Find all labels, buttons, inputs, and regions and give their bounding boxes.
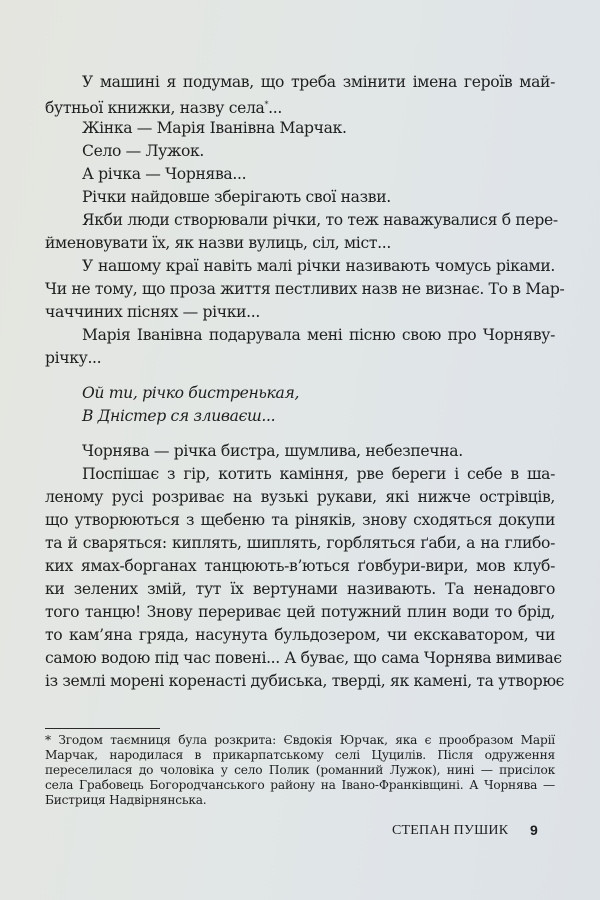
page-number: 9 [530,822,538,838]
paragraph-line: Річки найдовше зберігають свої назви. [82,188,391,206]
paragraph-line: ки зелених змій, тут їх вертунами називають. Та ненадовго [45,580,555,598]
paragraph-line: із землі морені коренасті дубиська, тверді, як камені, та утворює [45,672,565,690]
footnote-line: села Грабовець Богородчанського району на Івано-Франківщині. А Чорнява — [45,778,555,792]
paragraph-line: Жінка — Марія Іванівна Марчак. [82,119,347,137]
paragraph-line [45,95,555,118]
paragraph-line: Чорнява — річка бистра, шумлива, небезпечна. [82,442,463,460]
footnote-line: Бистриця Надвірнянська. [45,793,207,807]
paragraph-line: У машині я подумав, що треба змінити імена героїв май- [82,73,555,91]
verse-line: Ой ти, річко бистренькая, [82,384,300,402]
running-footer-author: СТЕПАН ПУШИК [392,823,509,838]
paragraph-line: того танцю! Знову перериває цей потужний плин води то брід, [45,603,555,621]
paragraph-line: Якби люди створювали річки, то теж наважувалися б пере- [82,211,558,229]
paragraph-line: йменовувати їх, як назви вулиць, сіл, міст... [45,234,391,252]
paragraph-line: А річка — Чорнява... [82,165,247,183]
paragraph-line: то кам’яна гряда, насунута бульдозером, чи екскаватором, чи [45,626,555,644]
verse-line: В Дністер ся зливаєш... [82,407,276,425]
paragraph-line: та й сваряться: киплять, шиплять, горбляться ґаби, а на глибо- [45,534,555,552]
paragraph-line: ких ямах-борганах танцюють-в’ються ґовбури-вири, мов клуб- [45,557,555,575]
paragraph-line: Поспішає з гір, котить каміння, рве береги і себе в ша- [82,465,555,483]
footnote-line: переселилася до чоловіка у село Полик (романний Лужок), нині — присілок [45,763,555,777]
footnote-marker[interactable]: * [264,100,269,109]
line-text: бутньої книжки, назву села [45,99,265,117]
ellipsis: ... [268,99,282,117]
paragraph-line: Село — Лужок. [82,142,205,160]
paragraph-line: самою водою під час повені... А буває, що сама Чорнява вимиває [45,649,562,667]
paragraph-line: що утворюються з щебеню та ріняків, знову сходяться докупи [45,511,555,529]
paragraph-line: леному русі розриває на вузькі рукави, які нижче острівців, [45,488,555,506]
footnote-divider [45,728,160,729]
footnote-line: Марчак, народилася в прикарпатському селі Цуцилів. Після одруження [45,748,555,762]
paragraph-line: У нашому краї навіть малі річки називають чомусь ріками. [82,257,555,275]
footnote-line: * Згодом таємниця була розкрита: Євдокія Юрчак, яка є прообразом Марії [45,733,555,747]
paragraph-line: Чи не тому, що проза життя пестливих назв не визнає. То в Мар- [45,280,565,298]
paragraph-line: чаччиних піснях — річки... [45,303,260,321]
paragraph-line: річку... [45,349,102,367]
paragraph-line: Марія Іванівна подарувала мені пісню свою про Чорняву- [82,326,555,344]
